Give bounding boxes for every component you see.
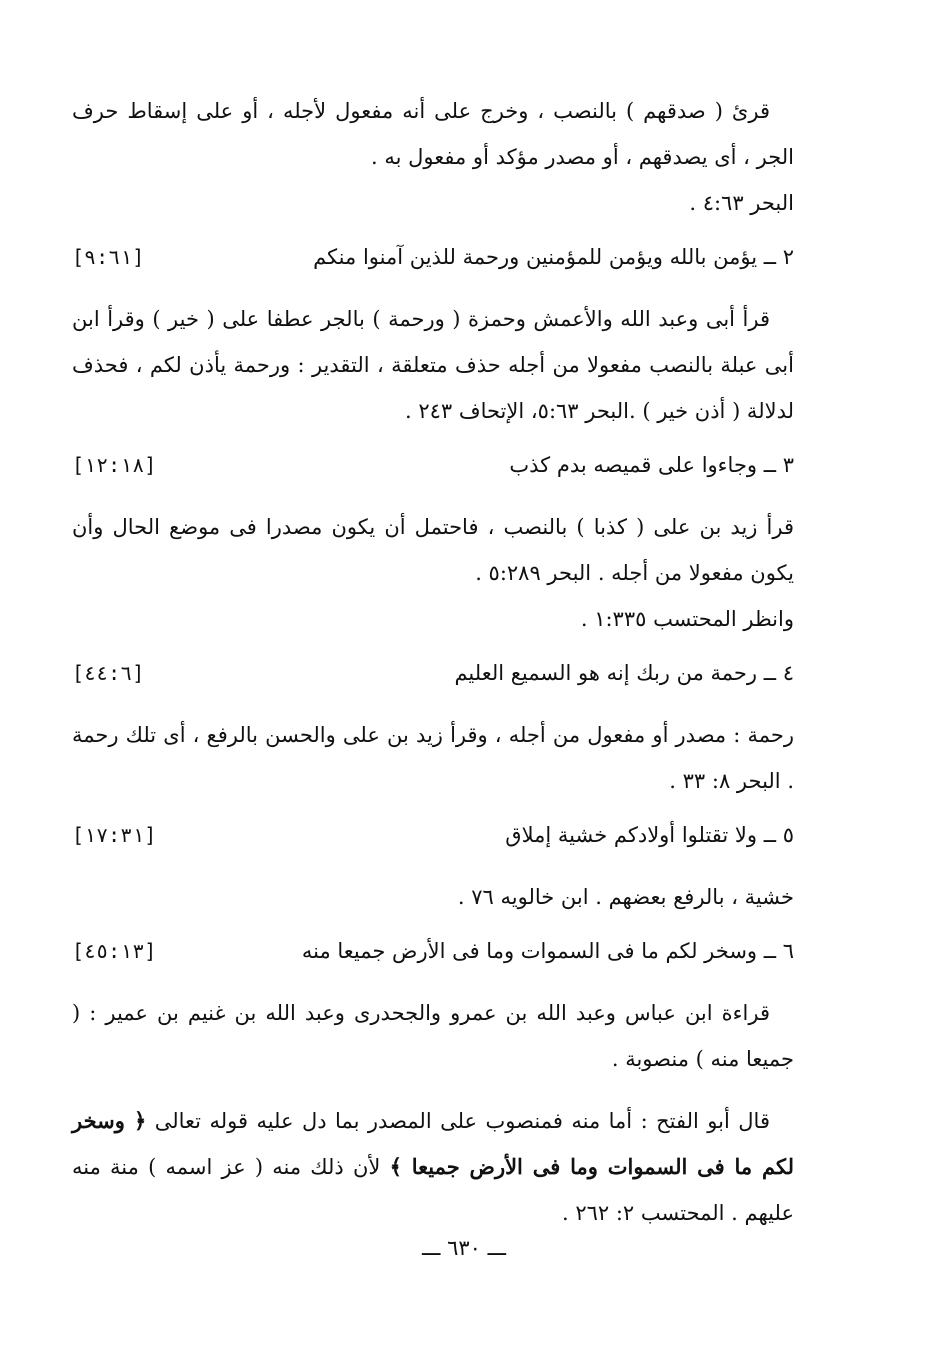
verse-reference: [٩:٦١] [72, 245, 145, 269]
final-note-text: قال أبو الفتح : أما منه فمنصوب على المصدر بما دل عليه قوله تعالى [146, 1109, 770, 1133]
source-reference: وانظر المحتسب ١:٣٣٥ . [580, 607, 794, 631]
verse-line [72, 442, 794, 488]
commentary-paragraph: قرأ أبى وعبد الله والأعمش وحمزة ( ورحمة ) بالجر عطفا على ( خير ) وقرأ ابن أبى عبلة بالنصب مفعولا من أجله حذف متعلقة ، التقدير : ورحمة يأذن لكم ، فحذف لدلالة ( أذن خير ) .البحر ٥:٦٣، الإتحاف ٢٤٣ . [72, 307, 794, 423]
verse-reference: [٤٤:٦] [72, 661, 145, 685]
verse-text: ٤ ــ رحمة من ربك إنه هو السميع العليم [454, 661, 794, 685]
verse-line [72, 812, 794, 858]
commentary-paragraph: قراءة ابن عباس وعبد الله بن عمرو والجحدرى وعبد الله بن غنيم بن عمير : ( جميعا منه ) منصوبة . [72, 1001, 794, 1071]
verse-text: ٣ ــ وجاءوا على قميصه بدم كذب [509, 453, 794, 477]
verse-line [72, 234, 794, 280]
commentary-paragraph: قرئ ( صدقهم ) بالنصب ، وخرج على أنه مفعول لأجله ، أو على إسقاط حرف الجر ، أى يصدقهم ، أو مصدر مؤكد أو مفعول به . [72, 99, 794, 169]
page-number: ـــ ٦٣٠ ـــ [421, 1236, 507, 1260]
commentary-paragraph: خشية ، بالرفع بعضهم . ابن خالويه ٧٦ . [457, 885, 794, 909]
final-note [72, 1098, 794, 1236]
commentary-paragraph: قرأ زيد بن على ( كذبا ) بالنصب ، فاحتمل أن يكون مصدرا فى موضع الحال وأن يكون مفعولا من أجله . البحر ٥:٢٨٩ . [72, 515, 794, 585]
verse-text: ٥ ــ ولا تقتلوا أولادكم خشية إملاق [505, 823, 794, 847]
final-note-text: لأن ذلك منه ( عز اسمه ) منة منه عليهم . المحتسب ٢: ٢٦٢ . [72, 1155, 794, 1225]
source-reference: البحر ٤:٦٣ . [689, 191, 794, 215]
verse-reference: [١٢:١٨] [72, 453, 157, 477]
verse-reference: [٤٥:١٣] [72, 939, 157, 963]
verse-line [72, 650, 794, 696]
verse-text: ٦ ــ وسخر لكم ما فى السموات وما فى الأرض جميعا منه [301, 939, 794, 963]
commentary-paragraph: رحمة : مصدر أو مفعول من أجله ، وقرأ زيد بن على والحسن بالرفع ، أى تلك رحمة . البحر ٨: ٣٣ . [72, 723, 794, 793]
verse-line [72, 928, 794, 974]
verse-text: ٢ ــ يؤمن بالله ويؤمن للمؤمنين ورحمة للذين آمنوا منكم [313, 245, 794, 269]
verse-reference: [١٧:٣١] [72, 823, 157, 847]
quoted-verse: ﴿ وسخر لكم ما فى السموات وما فى الأرض جميعا ﴾ [72, 1108, 794, 1179]
page-body [72, 88, 794, 1236]
